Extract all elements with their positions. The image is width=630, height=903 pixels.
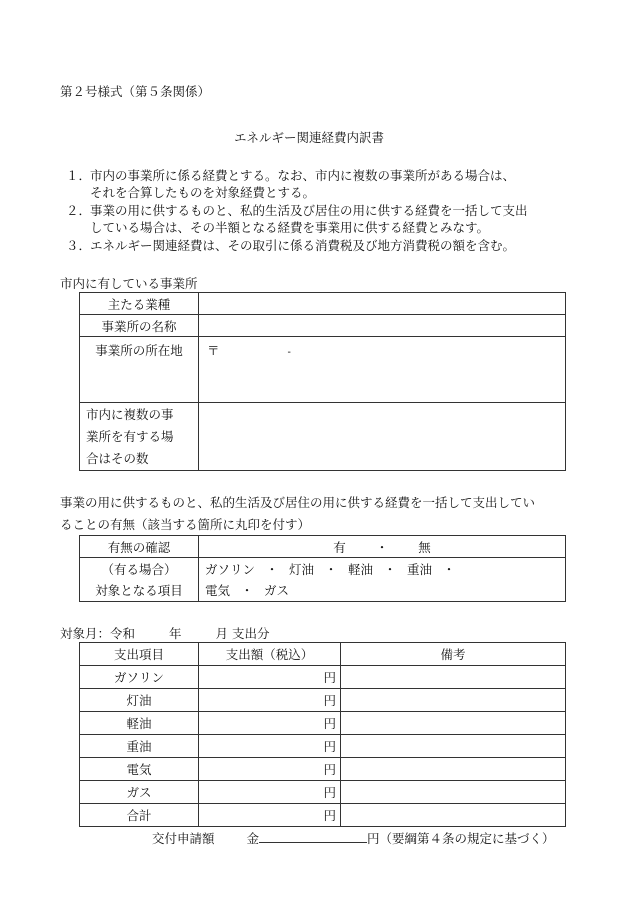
table-row [80,735,566,758]
office-table [79,292,566,471]
items-choices [199,558,566,602]
remarks-field[interactable] [341,666,566,689]
row-item: ガス [80,781,199,804]
amount-field[interactable]: 円 [199,666,341,689]
office-label-name: 事業所の名称 [80,315,199,337]
office-label-multiple-line-3: 合はその数 [86,450,149,466]
row-item: 重油 [80,735,199,758]
note-number-2: ２． [66,203,92,218]
remarks-field[interactable] [341,758,566,781]
header-remarks: 備考 [341,643,566,666]
note-1-line-1: 市内の事業所に係る経費とする。なお、市内に複数の事業所がある場合は、 [90,168,516,183]
office-industry-field[interactable] [199,293,566,315]
confirm-dot: ・ [375,539,389,555]
header-amount: 支出額（税込） [199,643,341,666]
remarks-field[interactable] [341,735,566,758]
office-label-industry: 主たる業種 [80,293,199,315]
remarks-field[interactable] [341,712,566,735]
amount-field[interactable]: 円 [199,712,341,735]
item-heavy-oil[interactable]: 重油 [406,561,432,577]
month-suffix: 月 [215,626,228,641]
bundle-heading-line-2: ることの有無（該当する箇所に丸印を付す） [60,517,311,532]
office-label-multiple [80,403,199,471]
table-row [80,666,566,689]
bundle-heading-line-1: 事業の用に供するものと、私的生活及び居住の用に供する経費を一括して支出してい [60,495,536,510]
row-item: 灯油 [80,689,199,712]
gold-label: 金 [246,831,259,846]
table-row [80,781,566,804]
expense-table [79,642,566,827]
item-electricity[interactable]: 電気 [205,582,231,598]
amount-field[interactable]: 円 [199,735,341,758]
office-section-heading: 市内に有している事業所 [60,276,198,291]
office-multiple-field[interactable] [199,403,566,471]
items-label-line-2: 対象となる項目 [95,582,183,598]
note-number-3: ３． [66,238,92,253]
dot-separator: ・ [383,561,397,577]
note-number-1: １． [66,168,92,183]
dot-separator: ・ [324,561,338,577]
remarks-field[interactable] [341,804,566,827]
note-2-line-1: 事業の用に供するものと、私的生活及び居住の用に供する経費を一括して支出 [90,203,528,218]
note-2-line-2: している場合は、その半額となる経費を事業用に供する経費とみなす。 [90,220,490,235]
table-row-total [80,804,566,827]
item-gasoline[interactable]: ガソリン [205,561,256,577]
total-amount-field[interactable]: 円 [199,804,341,827]
items-label [80,558,199,602]
note-3-line-1: エネルギー関連経費は、その取引に係る消費税及び地方消費税の額を含む。 [90,238,516,253]
item-gas[interactable]: ガス [263,582,289,598]
confirm-yes[interactable]: 有 [333,539,346,555]
office-label-address: 事業所の所在地 [80,337,199,403]
amount-field[interactable]: 円 [199,781,341,804]
items-label-line-1: （有る場合） [101,561,177,577]
confirm-no[interactable]: 無 [418,539,431,555]
month-label: 対象月：令和 [60,626,136,641]
table-row [80,712,566,735]
row-item-total: 合計 [80,804,199,827]
office-address-field[interactable] [199,337,566,403]
page-title: エネルギー関連経費内訳書 [234,130,385,145]
office-label-multiple-line-1: 市内に複数の事 [86,406,174,422]
target-month [60,624,269,642]
amount-field[interactable]: 円 [199,758,341,781]
item-kerosene[interactable]: 灯油 [288,561,314,577]
remarks-field[interactable] [341,781,566,804]
application-yen-note: 円（要綱第４条の規定に基づく） [367,831,555,846]
table-row [80,689,566,712]
item-light-oil[interactable]: 軽油 [347,561,373,577]
row-item: ガソリン [80,666,199,689]
office-label-multiple-line-2: 業所を有する場 [86,428,174,444]
bundle-table [79,535,566,602]
year-label: 年 [168,626,182,641]
application-label: 交付申請額 [152,831,215,846]
remarks-field[interactable] [341,689,566,712]
table-row [80,758,566,781]
dot-separator: ・ [442,561,456,577]
postal-dash: - [287,347,291,358]
row-item: 軽油 [80,712,199,735]
dot-separator: ・ [240,582,254,598]
row-item: 電気 [80,758,199,781]
form-number: 第２号様式（第５条関係） [60,84,211,99]
confirm-label: 有無の確認 [80,536,199,558]
amount-field[interactable]: 円 [199,689,341,712]
application-amount [152,829,555,847]
dot-separator: ・ [265,561,279,577]
confirm-choice[interactable] [199,536,566,558]
payment-label: 支出分 [231,626,270,641]
office-name-field[interactable] [199,315,566,337]
postal-mark: 〒 [207,343,220,358]
header-item: 支出項目 [80,643,199,666]
application-amount-field[interactable] [259,830,367,843]
note-1-line-2: それを合算したものを対象経費とする。 [90,185,316,200]
